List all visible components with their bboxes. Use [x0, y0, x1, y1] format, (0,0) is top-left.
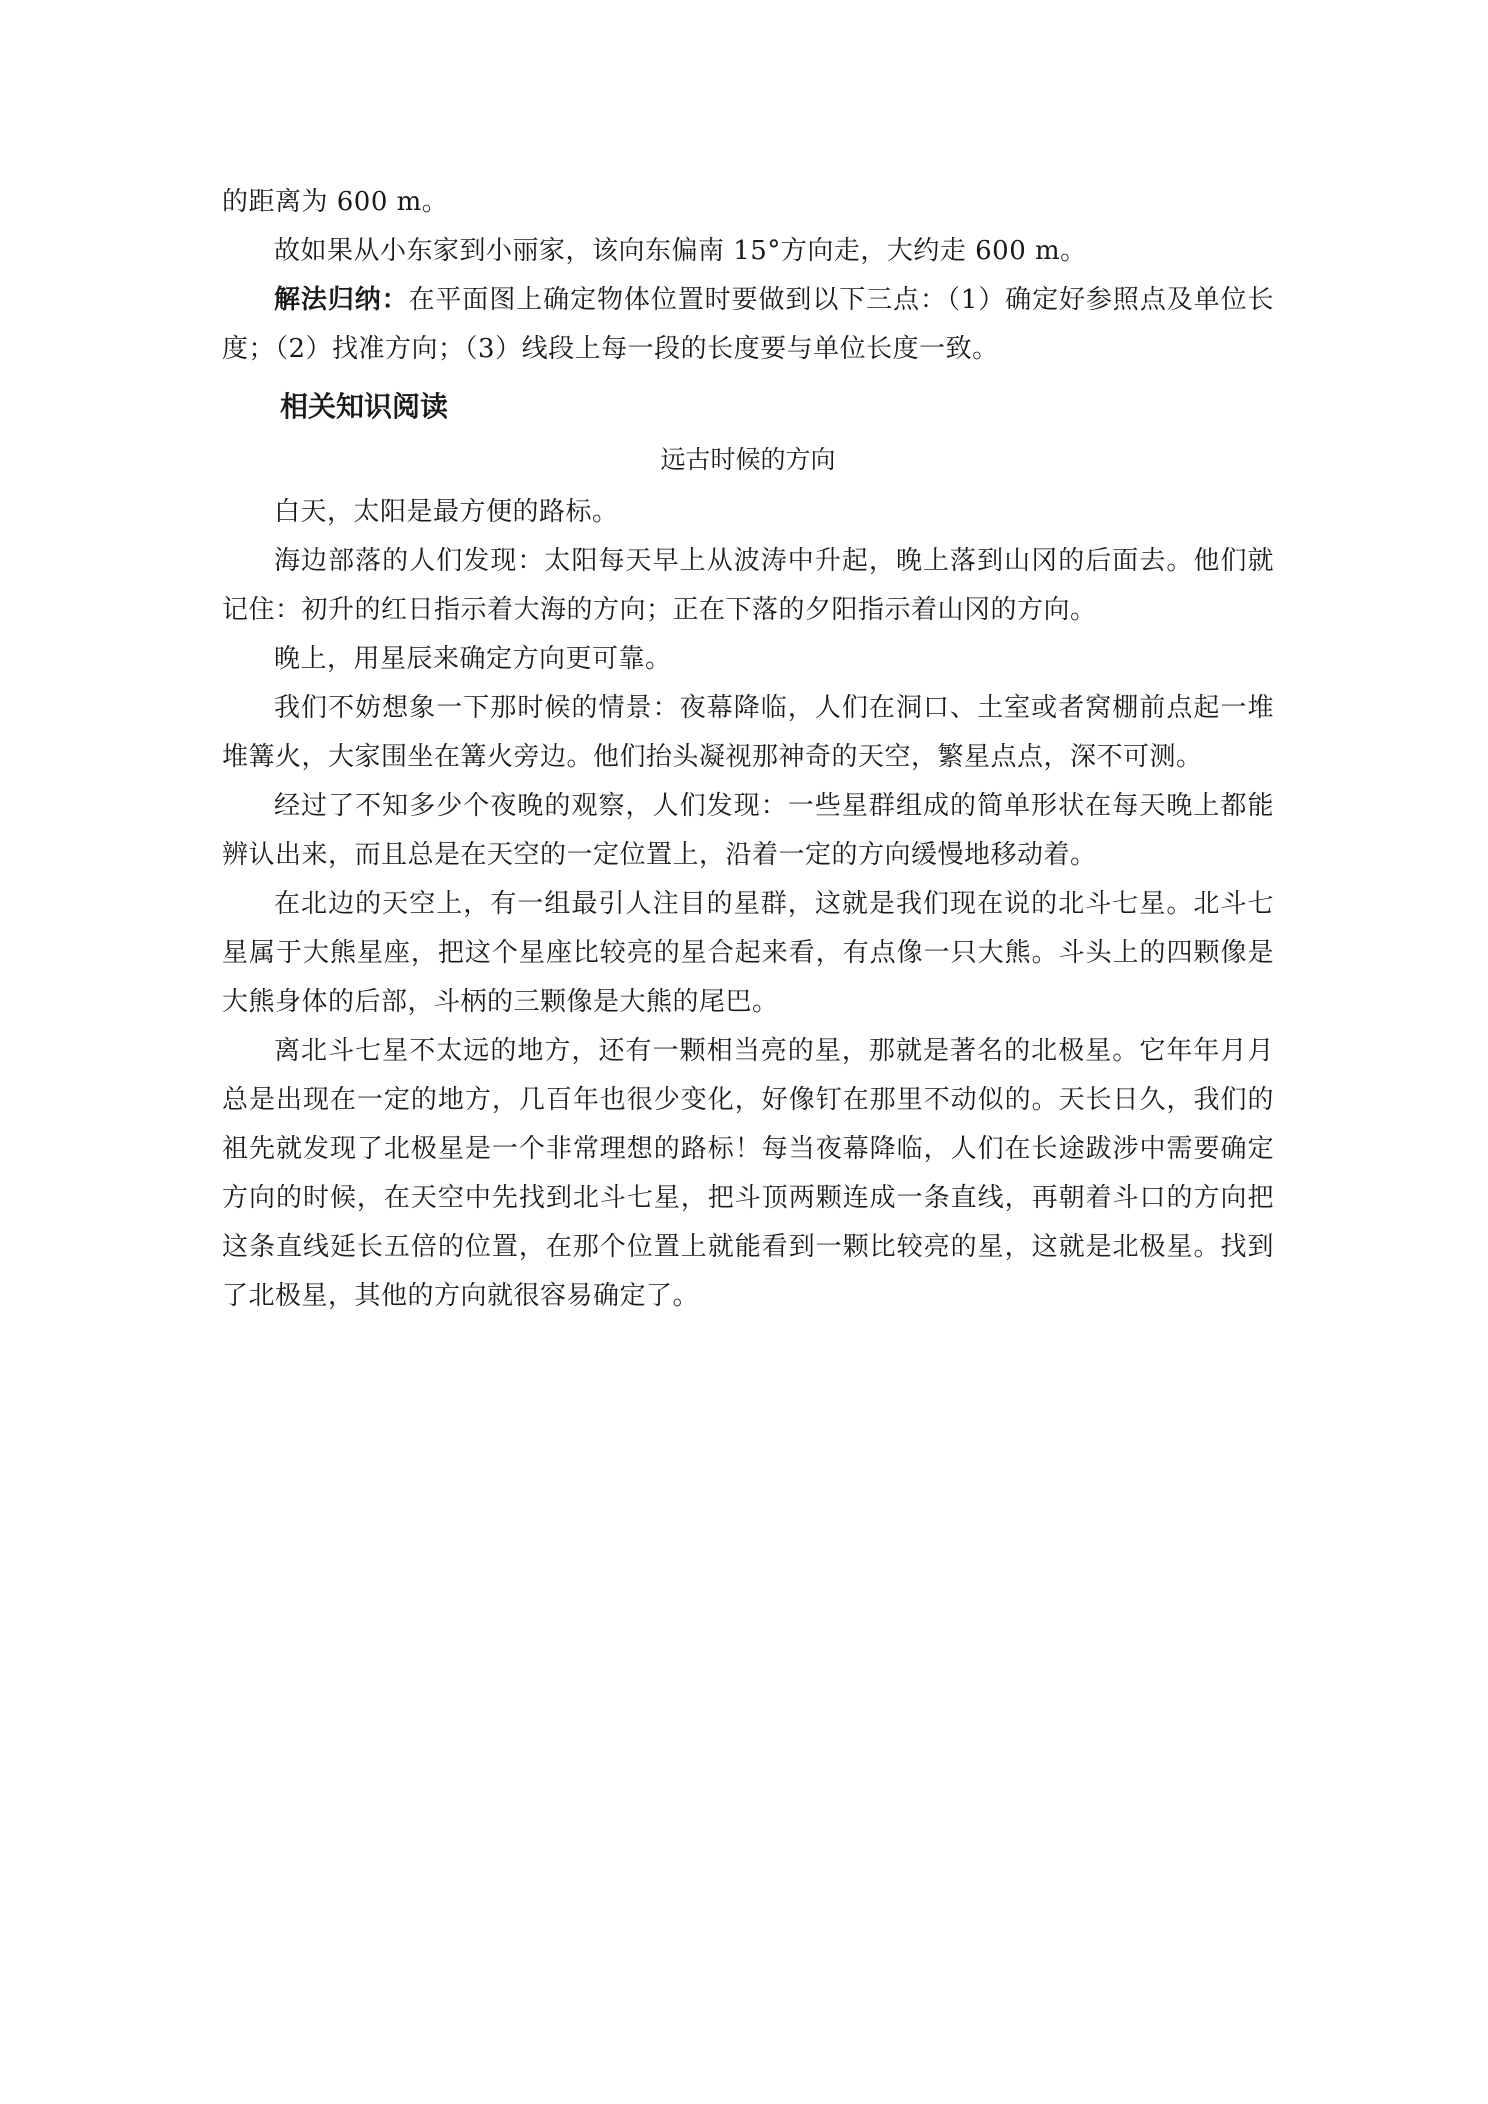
method-summary [222, 276, 1274, 374]
reading-paragraph: 海边部落的人们发现：太阳每天早上从波涛中升起，晚上落到山冈的后面去。他们就记住：初升的红日指示着大海的方向；正在下落的夕阳指示着山冈的方向。 [222, 546, 1274, 625]
article-title: 远古时候的方向 [660, 445, 836, 474]
reading-paragraph: 我们不妨想象一下那时候的情景：夜幕降临，人们在洞口、土室或者窝棚前点起一堆堆篝火，大家围坐在篝火旁边。他们抬头凝视那神奇的天空，繁星点点，深不可测。 [222, 693, 1274, 772]
continued-line: 的距离为 600 m。 [222, 187, 449, 217]
method-summary-label: 解法归纳： [274, 285, 409, 315]
method-summary-text: 在平面图上确定物体位置时要做到以下三点：（1）确定好参照点及单位长度；（2）找准方向；（3）线段上每一段的长度要与单位长度一致。 [222, 285, 1274, 364]
reading-paragraph: 离北斗七星不太远的地方，还有一颗相当亮的星，那就是著名的北极星。它年年月月总是出现在一定的地方，几百年也很少变化，好像钉在那里不动似的。天长日久，我们的祖先就发现了北极星是一个非常理想的路标！每当夜幕降临，人们在长途跋涉中需要确定方向的时候，在天空中先找到北斗七星，把斗顶两颗连成一条直线，再朝着斗口的方向把这条直线延长五倍的位置，在那个位置上就能看到一颗比较亮的星，这就是北极星。找到了北极星，其他的方向就很容易确定了。 [222, 1036, 1274, 1311]
reading-paragraph: 经过了不知多少个夜晚的观察，人们发现：一些星群组成的简单形状在每天晚上都能辨认出来，而且总是在天空的一定位置上，沿着一定的方向缓慢地移动着。 [222, 791, 1274, 870]
reading-paragraph: 在北边的天空上，有一组最引人注目的星群，这就是我们现在说的北斗七星。北斗七星属于大熊星座，把这个星座比较亮的星合起来看，有点像一只大熊。斗头上的四颗像是大熊身体的后部，斗柄的三颗像是大熊的尾巴。 [222, 889, 1274, 1017]
reading-paragraph: 白天，太阳是最方便的路标。 [274, 497, 619, 527]
document-page [222, 178, 1274, 1321]
section-heading: 相关知识阅读 [280, 390, 449, 423]
reading-paragraph: 晚上，用星辰来确定方向更可靠。 [274, 644, 672, 674]
conclusion-line: 故如果从小东家到小丽家，该向东偏南 15°方向走，大约走 600 m。 [274, 236, 1087, 266]
